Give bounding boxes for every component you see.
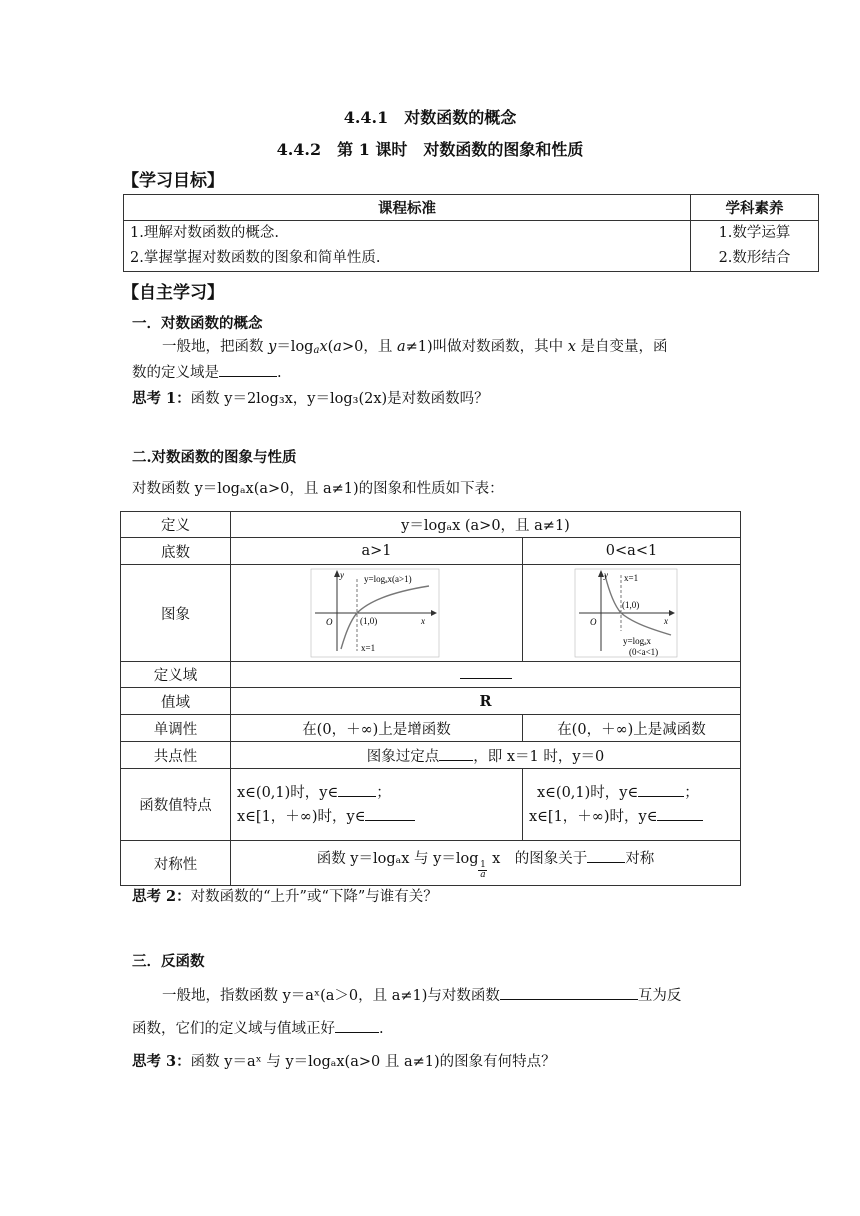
- think3-label: 思考 3：: [132, 1053, 191, 1070]
- objectives-col-standard: 课程标准: [124, 195, 691, 221]
- section3-paragraph: [162, 985, 681, 1007]
- mono-lt1: 在(0，＋∞)上是减函数: [523, 715, 741, 742]
- common-label: 共点性: [121, 742, 231, 769]
- values-lt1-blank-a[interactable]: [638, 795, 684, 797]
- fixed-point-blank[interactable]: [439, 759, 473, 761]
- objective-standard-1: 1.理解对数函数的概念.: [124, 221, 691, 247]
- mono-gt1: 在(0，＋∞)上是增函数: [231, 715, 523, 742]
- think2-text: 对数函数的“上升”或“下降”与谁有关？: [190, 889, 438, 905]
- graph2-xlabel: x: [664, 616, 668, 626]
- section3-line2-text: 函数，它们的定义域与值域正好: [132, 1021, 335, 1037]
- section3-line2: 函数，它们的定义域与值域正好 .: [132, 1021, 384, 1037]
- common-text-a: 图象过定点: [366, 748, 440, 765]
- swap-blank[interactable]: [335, 1031, 379, 1033]
- section3-para-b: 互为反: [637, 988, 682, 1004]
- definition-value: y＝logₐx (a>0，且 a≠1): [231, 512, 741, 538]
- values-lt1-b: x∈[1，＋∞)时，y∈: [529, 808, 658, 825]
- objective-standard-2: 2.掌握掌握对数函数的图象和简单性质.: [124, 246, 691, 272]
- values-label: 函数值特点: [121, 769, 231, 841]
- sym-label: 对称性: [121, 841, 231, 886]
- base-lt1: 0<a<1: [523, 538, 741, 565]
- inverse-function-blank[interactable]: [500, 998, 638, 1000]
- title-line-2: 4.4.2 第 1 课时 对数函数的图象和性质: [276, 140, 584, 159]
- section1-domain-text: 数的定义域是: [132, 365, 219, 381]
- base-label: 底数: [121, 538, 231, 565]
- think3-text: 函数 y＝aˣ 与 y＝logₐx(a>0 且 a≠1)的图象有何特点？: [190, 1054, 556, 1070]
- section1-heading: 一．对数函数的概念: [132, 315, 263, 332]
- section2-intro: 对数函数 y＝logₐx(a>0，且 a≠1)的图象和性质如下表：: [132, 481, 504, 497]
- range-value: R: [231, 688, 741, 715]
- section2-heading: 二.对数函数的图象与性质: [132, 449, 297, 466]
- graph2-origin: O: [590, 617, 597, 627]
- section1-paragraph: 一般地，把函数 $y=\log_ax(a>0$，且 a≠1)叫做对数函数，其中 x 是自变量，函: [132, 336, 732, 362]
- domain-table-blank[interactable]: [460, 677, 512, 679]
- graph1-curve-label: y=logₐx(a>1): [364, 574, 412, 584]
- think2: [132, 886, 438, 908]
- objectives-table: [123, 194, 819, 272]
- think3: [132, 1051, 556, 1073]
- mono-label: 单调性: [121, 715, 231, 742]
- domain-value: [231, 662, 741, 688]
- values-lt1-a: x∈(0,1)时，y∈: [537, 784, 639, 801]
- graph2-point: (1,0): [622, 600, 640, 610]
- values-lt1: x∈(0,1)时，y∈ ； x∈[1，＋∞)时，y∈: [523, 769, 741, 841]
- values-gt1-b: x∈[1，＋∞)时，y∈: [237, 808, 366, 825]
- graph1-line-label: x=1: [361, 643, 376, 653]
- think1-label: 思考 1：: [132, 390, 191, 407]
- title-line-1: 4.4.1 对数函数的概念: [343, 108, 517, 127]
- objective-literacy-1: 1.数学运算: [691, 221, 819, 247]
- think1: [132, 388, 489, 410]
- graph1-origin: O: [326, 617, 333, 627]
- sym-text-a: 函数 y＝logₐx 与 y＝log: [316, 851, 479, 867]
- graph1-ylabel: y: [340, 570, 344, 580]
- graph2-ylabel: y: [604, 570, 608, 580]
- symmetry-blank[interactable]: [587, 861, 625, 863]
- section1-para-b: 叫做对数函数，其中: [432, 339, 568, 355]
- domain-label: 定义域: [121, 662, 231, 688]
- think1-text: 函数 y＝2log₃x，y＝log₃(2x)是对数函数吗？: [190, 391, 489, 407]
- values-gt1: x∈(0,1)时，y∈ ； x∈[1，＋∞)时，y∈: [231, 769, 523, 841]
- graph2-cell: [523, 565, 741, 662]
- section1-line2: 数的定义域是 .: [132, 365, 282, 381]
- sym-text-b: x 的图象关于: [487, 851, 588, 867]
- section1-para-a: 一般地，把函数: [162, 339, 269, 355]
- values-gt1-a: x∈(0,1)时，y∈: [237, 784, 339, 801]
- values-gt1-blank-a[interactable]: [338, 795, 376, 797]
- properties-table: [120, 511, 741, 886]
- section3-heading: 三．反函数: [132, 953, 205, 970]
- graph1-point: (1,0): [360, 616, 378, 626]
- sym-text-c: 对称: [625, 851, 655, 867]
- objective-literacy-2: 2.数形结合: [691, 246, 819, 272]
- values-lt1-blank-b[interactable]: [657, 819, 703, 821]
- self-study-heading: 【自主学习】: [122, 283, 224, 303]
- range-label: 值域: [121, 688, 231, 715]
- section3-para-a: 一般地，指数函数 y＝aˣ(a＞0，且 a≠1)与对数函数: [162, 988, 500, 1004]
- graph2-line-label: x=1: [624, 573, 639, 583]
- think2-label: 思考 2：: [132, 888, 191, 905]
- sym-value: [231, 841, 741, 886]
- section1-para-c: 是自变量，函: [575, 339, 668, 355]
- graph2-curve-label: y=logₐx: [623, 636, 652, 646]
- sym-subscript: $\frac{1}{a}$: [480, 860, 486, 880]
- base-gt1: a>1: [231, 538, 523, 565]
- values-gt1-blank-b[interactable]: [365, 819, 415, 821]
- graph-decreasing: [523, 565, 740, 661]
- graph1-xlabel: x: [421, 616, 425, 626]
- graph1-cell: [231, 565, 523, 662]
- graph-label: 图象: [121, 565, 231, 662]
- graph-increasing: [231, 565, 522, 661]
- objectives-col-literacy: 学科素养: [691, 195, 819, 221]
- common-value: [231, 742, 741, 769]
- domain-blank[interactable]: [219, 375, 277, 377]
- common-text-b: ，即 x＝1 时，y＝0: [473, 748, 605, 765]
- graph2-cond: (0<a<1): [629, 647, 659, 657]
- definition-label: 定义: [121, 512, 231, 538]
- objectives-heading: 【学习目标】: [122, 171, 224, 191]
